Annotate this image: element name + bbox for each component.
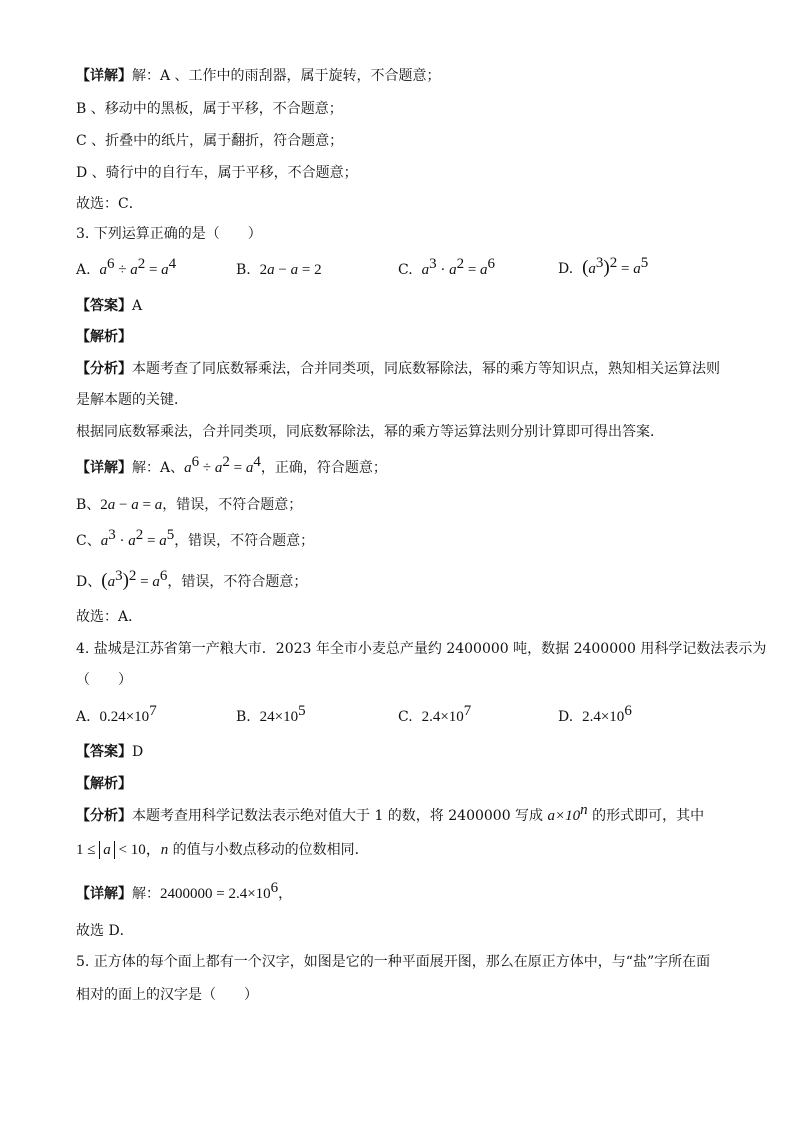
q5-stem-l1: 5. 正方体的每个面上都有一个汉字，如图是它的一种平面展开图，那么在原正方体中，与“盐”字所在面 bbox=[76, 954, 711, 970]
q4-option-a: A. $0.24\times 10^7$ bbox=[76, 703, 157, 725]
q3-option-d: D. $(a^3)^2 = a^5$ bbox=[558, 255, 649, 278]
q3-analysis-l1: 【分析】本题考查了同底数幂乘法，合并同类项，同底数幂除法，幂的乘方等知识点，熟知相关运算法则 bbox=[76, 361, 720, 377]
q4-option-c: C. $2.4\times 10^7$ bbox=[398, 703, 472, 725]
detail-a: A 、工作中的雨刮器，属于旋转，不合题意； bbox=[160, 68, 441, 84]
q3-detail-c: C、$a^3 \cdot a^2 = a^5$，错误，不符合题意； bbox=[76, 527, 315, 549]
q4-choose: 故选 D． bbox=[76, 923, 134, 939]
option-label: A. bbox=[76, 262, 91, 278]
q3-detail-b: B、2a − a = a，错误，不符合题意； bbox=[76, 497, 303, 513]
q4-analysis-l2: 1 ≤ a < 10，n 的值与小数点移动的位数相同． bbox=[76, 842, 369, 858]
q2-detail-b: B 、移动中的黑板，属于平移，不合题意； bbox=[76, 101, 343, 117]
q5-stem-l2: 相对的面上的汉字是（ ） bbox=[76, 987, 258, 1003]
detail-tag: 【详解】 bbox=[76, 68, 132, 84]
q3-option-a: A. $a^6 \div a^2 = a^4$ bbox=[76, 256, 177, 278]
q4-option-b: B. $24\times 10^5$ bbox=[236, 703, 306, 725]
q4-option-d: D. $2.4\times 10^6$ bbox=[558, 703, 632, 725]
q4-detail: 【详解】解：$2400000 = 2.4\times 10^6$， bbox=[76, 880, 293, 902]
q4-answer: 【答案】D bbox=[76, 744, 144, 760]
q3-option-b: B. 2a − a = 2 bbox=[236, 262, 322, 278]
q3-option-c: C. $a^3 \cdot a^2 = a^6$ bbox=[398, 256, 496, 278]
q3-analysis-l2: 是解本题的关键． bbox=[76, 392, 188, 408]
q4-stem-l2: （ ） bbox=[76, 672, 132, 688]
q3-answer: 【答案】A bbox=[76, 298, 143, 314]
q2-detail-line bbox=[76, 66, 441, 86]
q3-choose: 故选：A． bbox=[76, 609, 143, 625]
detail-intro: 解： bbox=[132, 68, 160, 84]
q3-stem: 3. 下列运算正确的是（ ） bbox=[76, 226, 262, 242]
q4-stem-l1: 4. 盐城是江苏省第一产粮大市．2023 年全市小麦总产量约 2400000 吨，数据 2400000 用科学记数法表示为 bbox=[76, 641, 767, 657]
option-label: D. bbox=[558, 261, 574, 277]
option-label: B. bbox=[236, 262, 251, 278]
q2-detail-c: C 、折叠中的纸片，属于翻折，符合题意； bbox=[76, 133, 344, 149]
q3-detail-d: D、$(a^3)^2 = a^6$，错误，不符合题意； bbox=[76, 568, 308, 591]
q4-analysis-tag: 【解析】 bbox=[76, 776, 132, 792]
option-label: C. bbox=[398, 262, 413, 278]
q3-analysis-tag: 【解析】 bbox=[76, 329, 132, 345]
q3-analysis-l3: 根据同底数幂乘法，合并同类项，同底数幂除法，幂的乘方等运算法则分别计算即可得出答案． bbox=[76, 424, 664, 440]
q2-choose: 故选：C． bbox=[76, 196, 143, 212]
q3-detail-a: 【详解】解：A、$a^6 \div a^2 = a^4$，正确，符合题意； bbox=[76, 454, 387, 476]
q4-analysis-l1: 【分析】本题考查用科学记数法表示绝对值大于 1 的数，将 2400000 写成 $a\times 10^n$ 的形式即可，其中 bbox=[76, 802, 705, 824]
q2-detail-d: D 、骑行中的自行车，属于平移，不合题意； bbox=[76, 165, 358, 181]
